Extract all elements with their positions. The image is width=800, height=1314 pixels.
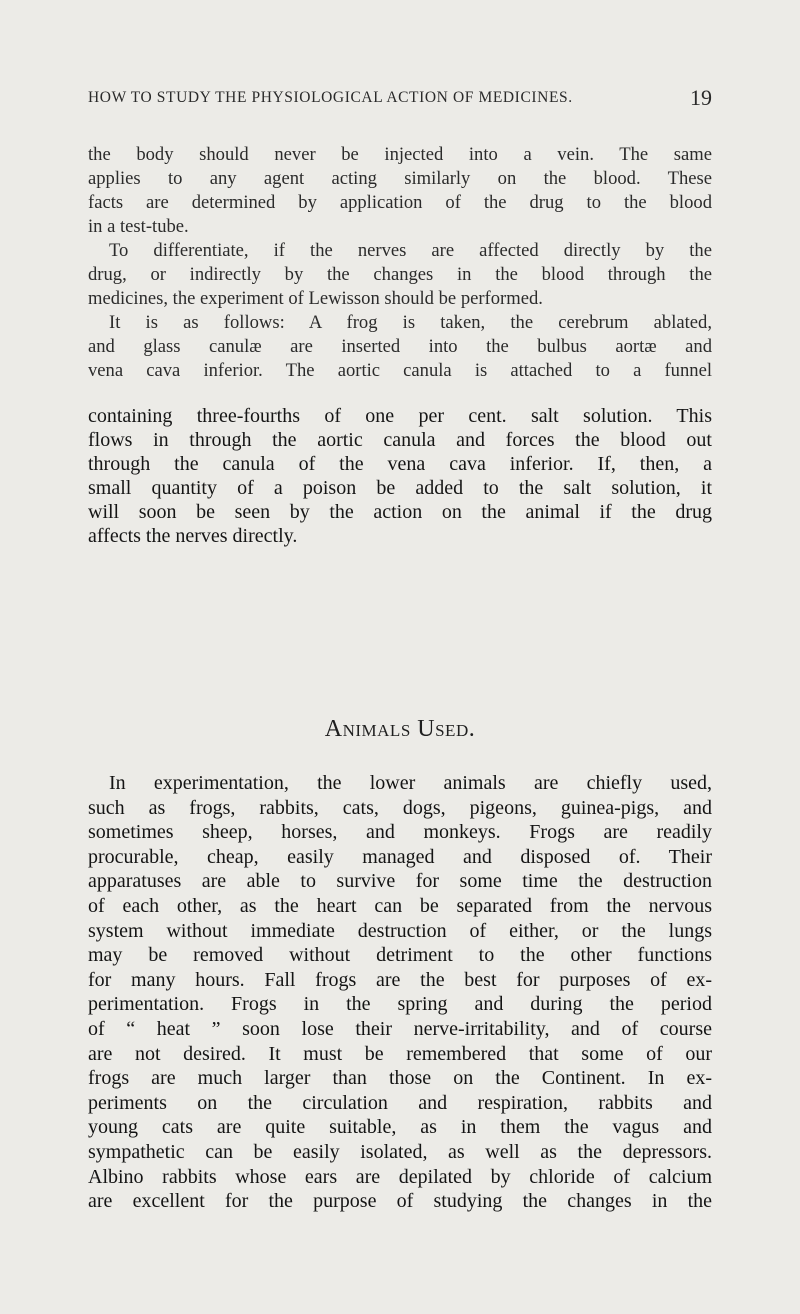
text-line: young cats are quite suitable, as in them the vagus and [88,1116,712,1139]
paragraph-animals-used [88,771,712,1214]
text-line: the body should never be injected into a vein. The same [88,144,712,165]
text-line: procurable, cheap, easily managed and disposed of. Their [88,845,712,868]
text-line: for many hours. Fall frogs are the best for purposes of ex- [88,968,712,991]
text-line: in a test-tube. [88,216,189,237]
text-line: may be removed without detriment to the other functions [88,944,712,967]
section-heading: Animals Used. [324,716,476,742]
text-line: and glass canulæ are inserted into the bulbus aortæ and [88,336,712,357]
text-line: system without immediate destruction of either, or the lungs [88,919,712,942]
paragraph-1 [88,143,712,383]
text-line: drug, or indirectly by the changes in the blood through the [88,264,712,285]
text-line: are not desired. It must be remembered that some of our [88,1042,712,1065]
text-line: It is as follows: A frog is taken, the cerebrum ablated, [109,312,712,333]
running-head-title: HOW TO STUDY THE PHYSIOLOGICAL ACTION OF MEDICINES. [88,89,573,106]
text-line: applies to any agent acting similarly on the blood. These [88,168,712,189]
text-line: flows in through the aortic canula and forces the blood out [88,429,712,451]
text-line: affects the nerves directly. [88,525,298,547]
text-line: Albino rabbits whose ears are depilated by chloride of calcium [88,1165,712,1188]
text-line: perimentation. Frogs in the spring and during the period [88,993,712,1016]
text-line: In experimentation, the lower animals are chiefly used, [109,772,712,794]
text-line: vena cava inferior. The aortic canula is attached to a funnel [88,360,712,381]
text-line: sympathetic can be easily isolated, as well as the depressors. [88,1140,712,1163]
text-line: containing three-fourths of one per cent. salt solution. This [88,405,712,427]
text-line: will soon be seen by the action on the animal if the drug [88,501,712,523]
text-line: small quantity of a poison be added to the salt solution, it [88,477,712,499]
text-line: of each other, as the heart can be separated from the nervous [88,894,712,917]
text-line: of “ heat ” soon lose their nerve-irritability, and of course [88,1017,712,1040]
text-line: apparatuses are able to survive for some time the destruction [88,870,712,893]
text-line: facts are determined by application of the drug to the blood [88,192,712,213]
paragraph-2 [88,404,712,548]
text-line: frogs are much larger than those on the Continent. In ex- [88,1067,712,1090]
text-line: sometimes sheep, horses, and monkeys. Frogs are readily [88,821,712,844]
page-number: 19 [690,85,712,110]
text-line: To differentiate, if the nerves are affected directly by the [109,240,712,261]
text-line: through the canula of the vena cava inferior. If, then, a [88,453,712,475]
text-line: are excellent for the purpose of studying the changes in the [88,1190,712,1213]
text-line: medicines, the experiment of Lewisson should be performed. [88,288,543,309]
running-head [88,85,712,113]
text-line: periments on the circulation and respiration, rabbits and [88,1091,712,1114]
text-line: such as frogs, rabbits, cats, dogs, pigeons, guinea-pigs, and [88,796,712,819]
